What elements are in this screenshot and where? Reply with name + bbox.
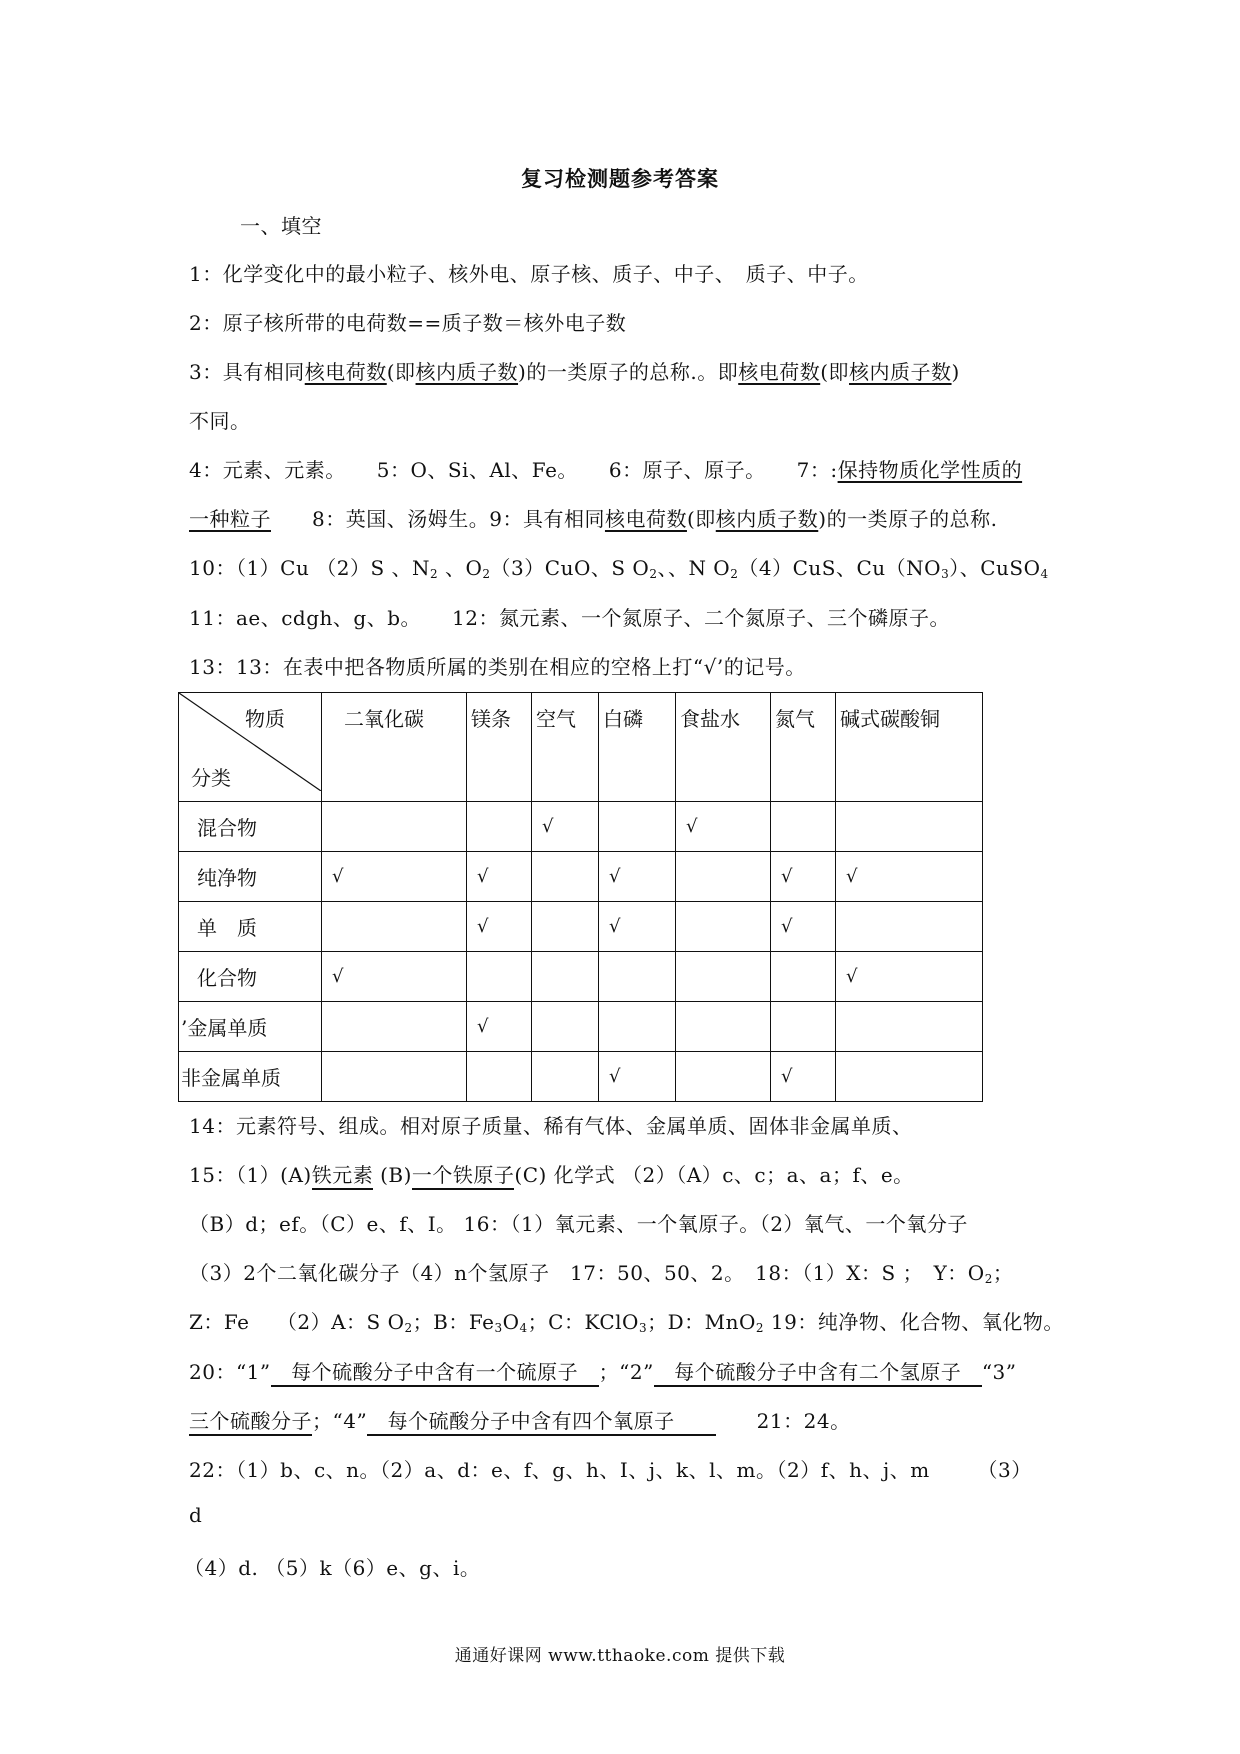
answer-line-7-9	[189, 503, 997, 532]
table-cell	[532, 1002, 599, 1052]
table-cell: √	[771, 1052, 836, 1102]
underlined-answer: 一种粒子	[189, 507, 271, 531]
table-row	[179, 952, 983, 1002]
row-label: 纯净物	[179, 852, 322, 902]
answer-line-20	[189, 1356, 1017, 1387]
table-cell: √	[771, 852, 836, 902]
text-segment: (B)	[373, 1163, 412, 1187]
table-cell	[771, 1002, 836, 1052]
column-header: 白磷	[599, 693, 676, 802]
table-cell: √	[467, 852, 532, 902]
table-cell: √	[599, 902, 676, 952]
text-segment: 、、N O	[657, 556, 731, 580]
text-segment: ；B：Fe	[412, 1310, 495, 1334]
table-cell	[836, 902, 983, 952]
row-label: 非金属单质	[179, 1052, 322, 1102]
table-header-row	[179, 693, 983, 802]
table-cell	[322, 902, 467, 952]
subscript: 2	[482, 567, 491, 581]
corner-label-substance: 物质	[245, 707, 285, 731]
row-label: 混合物	[179, 802, 322, 852]
subscript: 2	[404, 1321, 413, 1335]
subscript: 3	[941, 567, 950, 581]
text-segment: (即	[686, 507, 716, 531]
column-header: 二氧化碳	[322, 693, 467, 802]
text-segment: 15：（1）(A)	[189, 1163, 312, 1187]
text-segment: 3：具有相同	[189, 360, 305, 384]
text-segment: 19：纯净物、化合物、氧化物。	[764, 1310, 1064, 1334]
text-segment: ；	[992, 1261, 1014, 1285]
text-segment: (即	[820, 360, 850, 384]
table-cell: √	[676, 802, 771, 852]
answer-line-15-16: （B）d；ef。（C）e、f、I。 16：（1）氧元素、一个氧原子。（2）氧气、一个氧分子	[189, 1212, 968, 1236]
underlined-answer: 核内质子数	[715, 507, 819, 531]
answer-line-16-18	[189, 1257, 1013, 1286]
underlined-answer: 核电荷数	[604, 507, 687, 531]
table-row	[179, 1052, 983, 1102]
answer-line-18-19	[189, 1306, 1064, 1335]
table-cell	[467, 802, 532, 852]
text-segment: （3）2个二氧化碳分子（4）n个氢原子 17：50、50、2。 18：（1）X：S ； Y：O	[189, 1261, 985, 1285]
classification-table	[178, 692, 983, 1102]
underlined-answer: 核内质子数	[849, 360, 952, 384]
table-cell: √	[532, 802, 599, 852]
table-cell	[676, 1002, 771, 1052]
text-segment: 4：元素、元素。 5：O、Si、Al、Fe。 6：原子、原子。 7：:	[189, 458, 838, 482]
text-segment: 10：（1）Cu （2）S 、N	[189, 556, 430, 580]
row-label: 化合物	[179, 952, 322, 1002]
answer-line-1: 1：化学变化中的最小粒子、核外电、原子核、质子、中子、 质子、中子。	[189, 262, 869, 286]
table-cell	[322, 1052, 467, 1102]
page-title: 复习检测题参考答案	[521, 166, 719, 191]
underlined-answer: 每个硫酸分子中含有二个氢原子	[654, 1356, 982, 1387]
table-cell	[771, 802, 836, 852]
text-segment: 、O	[438, 556, 483, 580]
answer-line-13: 13：13：在表中把各物质所属的类别在相应的空格上打“√’的记号。	[189, 655, 806, 679]
table-cell	[532, 1052, 599, 1102]
underlined-answer: 核电荷数	[304, 360, 387, 384]
row-label: 单 质	[179, 902, 322, 952]
text-segment: ）、CuSO	[949, 556, 1041, 580]
table-cell	[322, 1002, 467, 1052]
text-segment: (即	[386, 360, 416, 384]
subscript: 4	[1040, 567, 1049, 581]
subscript: 2	[430, 567, 439, 581]
underlined-answer: 一个铁原子	[412, 1159, 515, 1190]
corner-header-cell	[179, 693, 322, 802]
table-cell	[836, 802, 983, 852]
text-segment: 8：英国、汤姆生。9：具有相同	[271, 507, 605, 531]
text-segment: ；D：MnO	[647, 1310, 756, 1334]
text-segment: Z：Fe （2）A：S O	[189, 1310, 405, 1334]
text-segment: “3”	[981, 1360, 1017, 1384]
subscript: 2	[755, 1321, 765, 1335]
answer-line-15	[189, 1159, 914, 1190]
table-cell	[676, 852, 771, 902]
column-header: 镁条	[467, 693, 532, 802]
text-segment: ；C：KClO	[527, 1310, 639, 1334]
table-cell	[467, 1052, 532, 1102]
table-cell	[599, 1002, 676, 1052]
table-cell	[532, 902, 599, 952]
text-segment: （3）CuO、S O	[490, 556, 650, 580]
table-cell	[467, 952, 532, 1002]
answer-line-3-cont: 不同。	[189, 409, 251, 433]
table-cell	[599, 802, 676, 852]
table-cell	[676, 1052, 771, 1102]
subscript: 3	[638, 1321, 648, 1335]
table-cell	[771, 952, 836, 1002]
underlined-answer: 每个硫酸分子中含有一个硫原子	[271, 1356, 599, 1387]
answer-line-22: 22：（1）b、c、n。（2）a、d：e、f、g、h、I、j、k、l、m。（2）f、h、j、m （3）	[189, 1458, 1032, 1482]
table-cell: √	[599, 852, 676, 902]
underlined-answer: 核电荷数	[738, 360, 821, 384]
column-header: 空气	[532, 693, 599, 802]
column-header: 碱式碳酸铜	[836, 693, 983, 802]
subscript: 3	[494, 1321, 503, 1335]
footer-source-note: 通通好课网 www.tthaoke.com 提供下载	[454, 1646, 786, 1666]
table-row	[179, 1002, 983, 1052]
subscript: 2	[984, 1272, 993, 1286]
table-cell	[532, 952, 599, 1002]
underlined-answer: 三个硫酸分子	[189, 1405, 312, 1436]
text-segment: (C) 化学式 （2）（A）c、c；a、a；f、e。	[514, 1163, 914, 1187]
text-segment: )	[951, 360, 960, 384]
column-header: 氮气	[771, 693, 836, 802]
answer-line-3	[189, 356, 960, 385]
underlined-answer: 保持物质化学性质的	[837, 458, 1023, 482]
row-label: ’金属单质	[179, 1002, 322, 1052]
table-cell: √	[836, 852, 983, 902]
answer-line-14: 14：元素符号、组成。相对原子质量、稀有气体、金属单质、固体非金属单质、	[189, 1114, 913, 1138]
answer-line-4-7	[189, 454, 1022, 483]
table-cell: √	[322, 852, 467, 902]
answer-line-11-12: 11：ae、cdgh、g、b。 12：氮元素、一个氮原子、二个氮原子、三个磷原子。	[189, 606, 950, 630]
answer-line-22-end: （4）d. （5）k（6）e、g、i。	[184, 1556, 481, 1580]
table-cell: √	[467, 1002, 532, 1052]
table-cell	[836, 1052, 983, 1102]
answer-line-10	[189, 552, 1049, 581]
table-cell: √	[771, 902, 836, 952]
table-cell	[532, 852, 599, 902]
text-segment: O	[502, 1310, 520, 1334]
table-cell	[322, 802, 467, 852]
corner-label-category: 分类	[191, 766, 231, 790]
text-segment: )的一类原子的总称.	[818, 507, 998, 531]
underlined-answer: 每个硫酸分子中含有四个氧原子	[367, 1405, 716, 1436]
underlined-answer: 铁元素	[312, 1159, 374, 1190]
table-cell: √	[599, 1052, 676, 1102]
table-cell: √	[467, 902, 532, 952]
answer-line-20-21	[189, 1405, 851, 1436]
text-segment: ；“4”	[312, 1409, 368, 1433]
table-row	[179, 852, 983, 902]
table-cell	[676, 902, 771, 952]
subscript: 2	[730, 567, 739, 581]
answer-line-22-cont: d	[189, 1503, 203, 1527]
table-cell	[676, 952, 771, 1002]
table-row	[179, 802, 983, 852]
text-segment: （4）CuS、Cu（NO	[738, 556, 942, 580]
table-cell	[599, 952, 676, 1002]
subscript: 2	[649, 567, 658, 581]
text-segment: ；“2”	[598, 1360, 654, 1384]
table-cell	[836, 1002, 983, 1052]
table-cell: √	[836, 952, 983, 1002]
column-header: 食盐水	[676, 693, 771, 802]
answer-line-2: 2：原子核所带的电荷数==质子数＝核外电子数	[189, 311, 627, 335]
table-row	[179, 902, 983, 952]
text-segment: )的一类原子的总称.。即	[518, 360, 739, 384]
section-heading: 一、填空	[240, 214, 322, 238]
underlined-answer: 核内质子数	[415, 360, 519, 384]
table-cell: √	[322, 952, 467, 1002]
text-segment: 20：“1”	[189, 1360, 271, 1384]
subscript: 4	[519, 1321, 528, 1335]
text-segment: 21：24。	[715, 1409, 851, 1433]
